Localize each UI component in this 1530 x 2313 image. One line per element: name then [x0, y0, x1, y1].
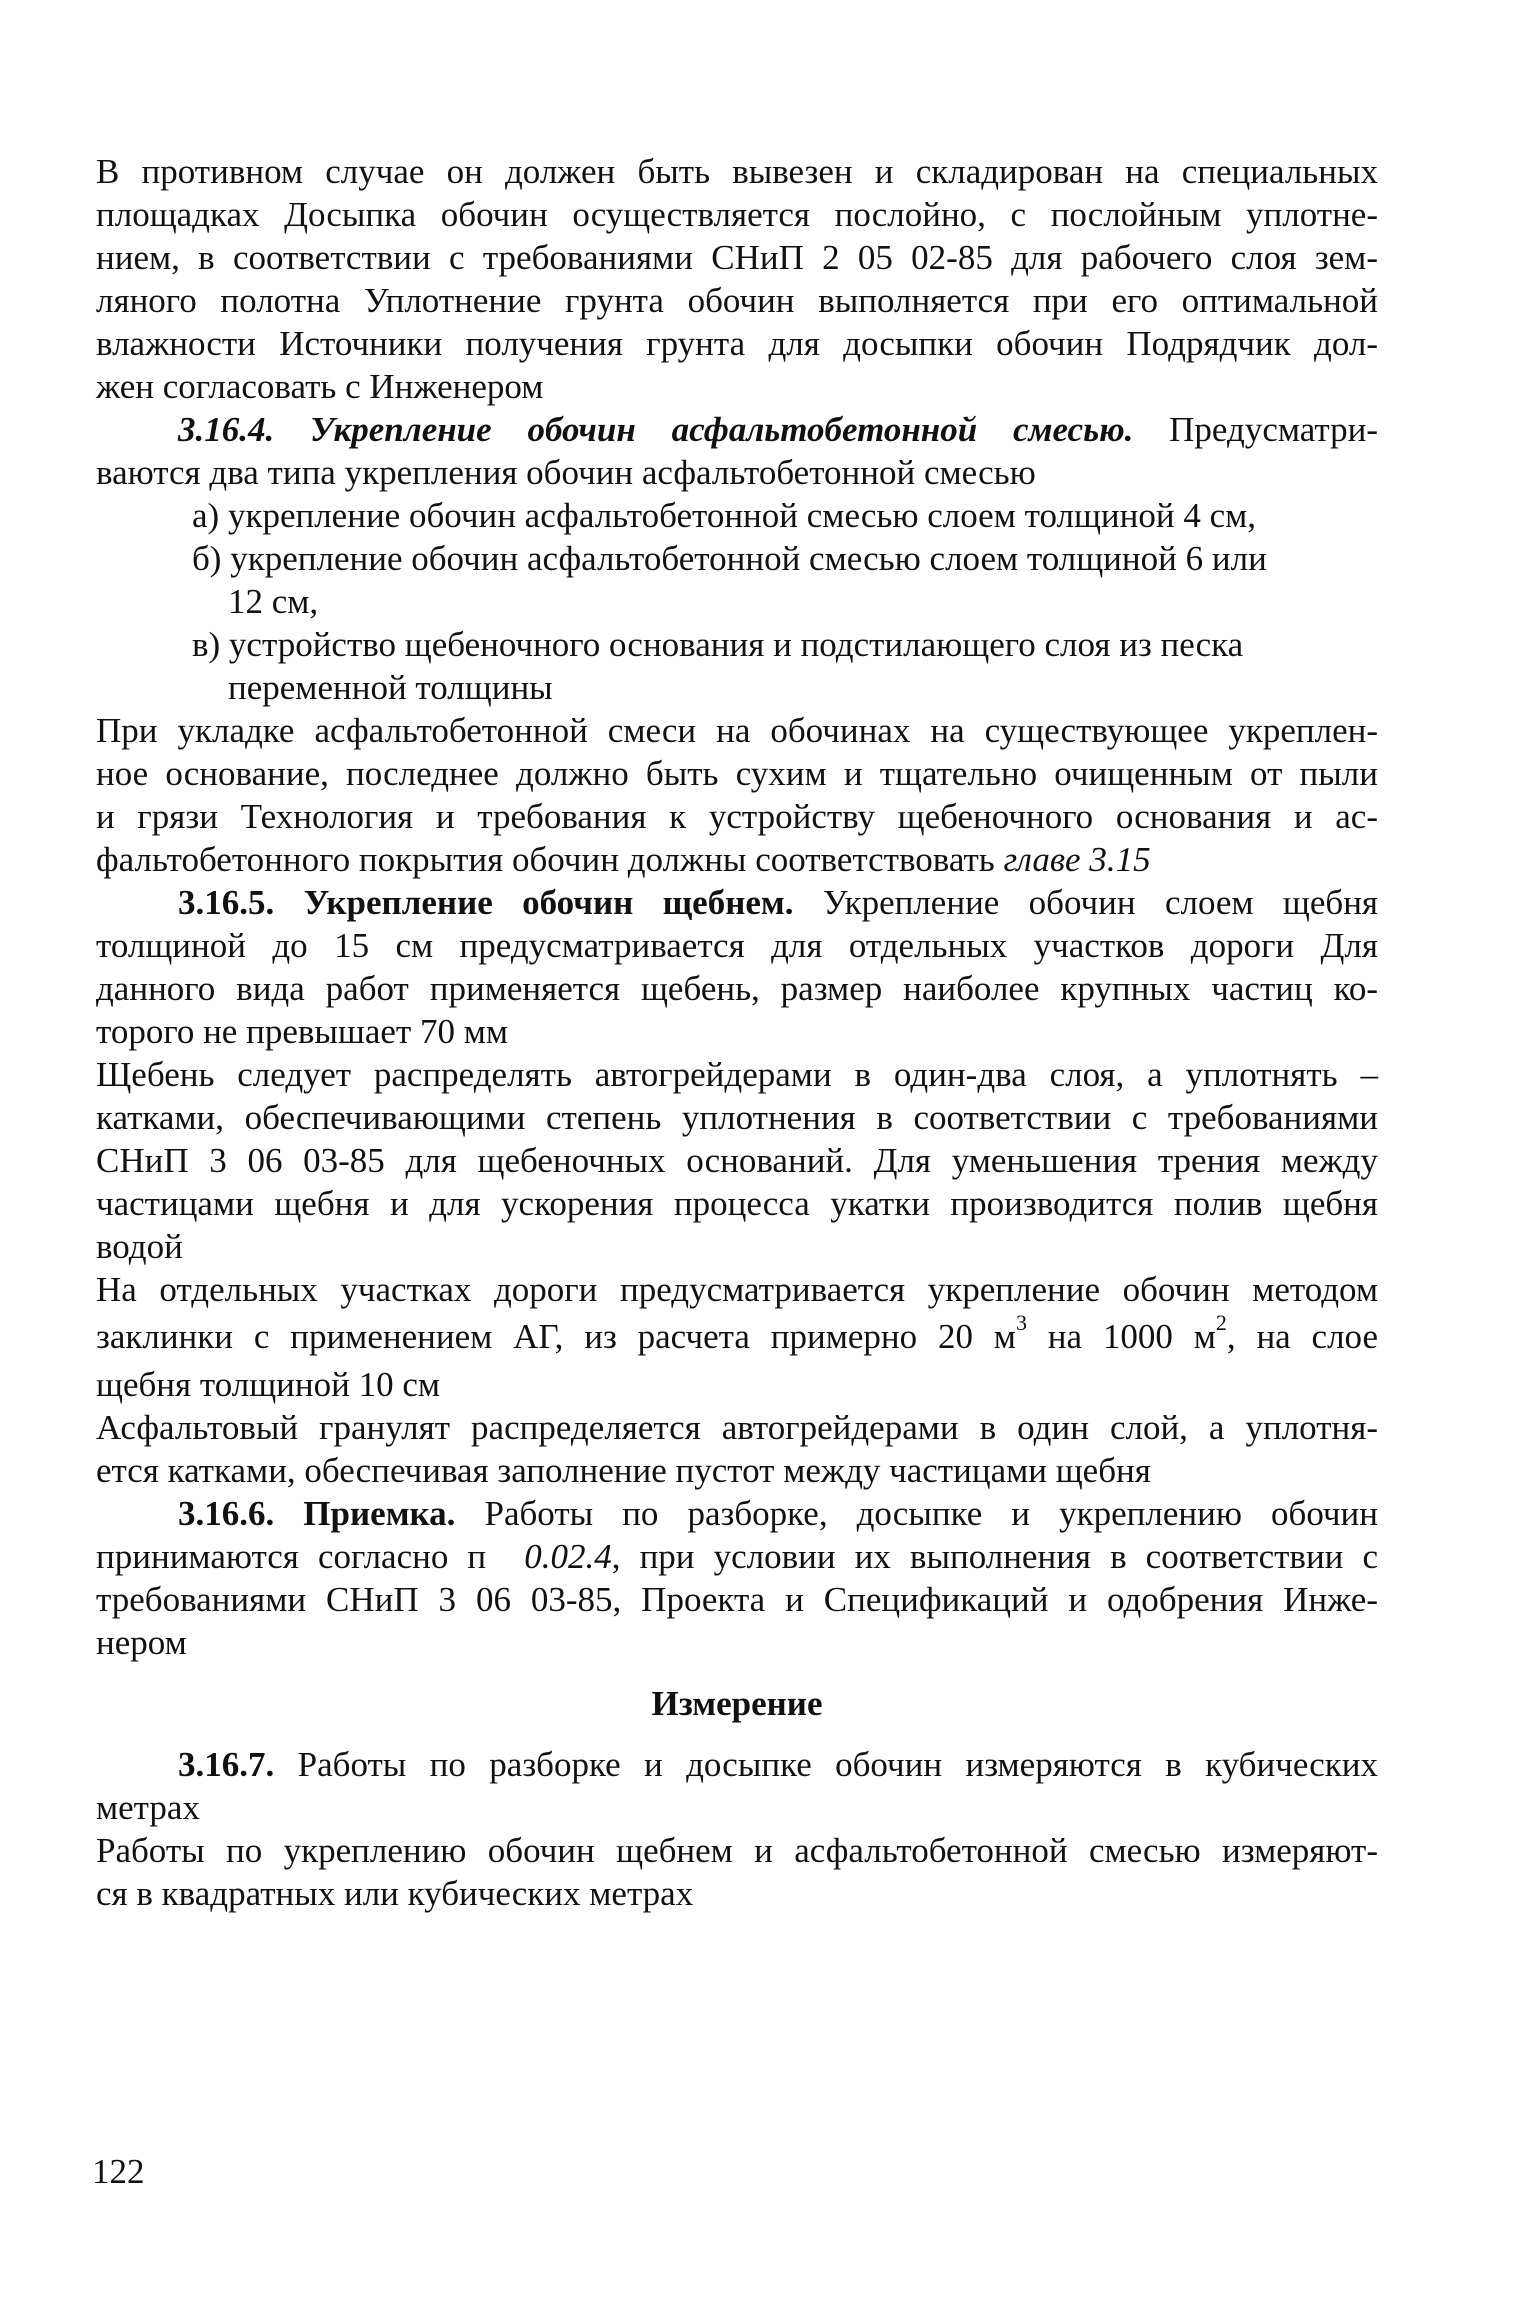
section-heading-line — [96, 1743, 1378, 1786]
clause-reference: 0.02.4 — [524, 1537, 612, 1576]
paragraph-granulate — [96, 1406, 1378, 1492]
text-line: нером — [96, 1623, 187, 1662]
text-line: влажности Источники получения грунта для досыпки обочин Подрядчик дол- — [96, 324, 1378, 363]
text-line: В противном случае он должен быть вывезен и складирован на специальных — [96, 152, 1378, 191]
text-line: ется катками, обеспечивая заполнение пустот между частицами щебня — [96, 1451, 1151, 1490]
chapter-reference: главе 3.15 — [1003, 840, 1151, 879]
measurement-heading: Измерение — [651, 1684, 823, 1723]
paragraph-intro — [96, 150, 1378, 408]
paragraph-wedging — [96, 1268, 1378, 1406]
paragraph-gravel-spreading — [96, 1053, 1378, 1268]
section-title: 3.16.5. Укрепление обочин щебнем. — [178, 883, 794, 922]
text-line: щебня толщиной 10 см — [96, 1365, 441, 1404]
text-line: данного вида работ применяется щебень, размер наиболее крупных частиц ко- — [96, 969, 1378, 1008]
section-title: 3.16.6. Приемка. — [178, 1494, 456, 1533]
paragraph-asphalt-laying — [96, 709, 1378, 881]
page-number: 122 — [92, 2152, 145, 2191]
text-fragment: Работы по разборке и досыпке обочин измеряются в кубических — [297, 1745, 1379, 1784]
text-line: требованиями СНиП 3 06 03-85, Проекта и Спецификаций и одобрения Инже- — [96, 1580, 1378, 1619]
list-item-b: б) укрепление обочин асфальтобетонной смесью слоем толщиной 6 или — [192, 539, 1267, 578]
page-body — [96, 150, 1378, 1915]
text-line: метрах — [96, 1788, 200, 1827]
text-line: частицами щебня и для ускорения процесса укатки производится полив щебня — [96, 1184, 1378, 1223]
text-fragment: Укрепление обочин слоем щебня — [822, 883, 1379, 922]
section-3-16-5 — [96, 881, 1378, 1053]
section-heading-line — [96, 408, 1378, 451]
text-fragment: , при условии их выполнения в соответствии с — [611, 1537, 1379, 1576]
text-line: Асфальтовый гранулят распределяется автогрейдерами в один слой, а уплотня- — [96, 1408, 1378, 1447]
section-heading-line — [96, 1492, 1378, 1535]
text-line — [96, 1311, 1378, 1363]
text-fragment: Предусматри- — [1169, 410, 1378, 449]
section-title: 3.16.7. — [178, 1745, 275, 1784]
section-3-16-6 — [96, 1492, 1378, 1664]
text-line: При укладке асфальтобетонной смеси на обочинах на существующее укреплен- — [96, 711, 1378, 750]
text-line: водой — [96, 1227, 183, 1266]
list-item-c-continued: переменной толщины — [228, 668, 553, 707]
text-line: торого не превышает 70 мм — [96, 1012, 509, 1051]
text-line — [96, 1535, 1378, 1578]
text-line — [96, 838, 1378, 881]
superscript: 2 — [1215, 1310, 1227, 1335]
text-line: На отдельных участках дороги предусматривается укрепление обочин методом — [96, 1270, 1378, 1309]
text-line: Щебень следует распределять автогрейдерами в один-два слоя, а уплотнять – — [96, 1055, 1378, 1094]
text-fragment: на 1000 м — [1026, 1317, 1216, 1356]
list-item-b-continued: 12 см, — [228, 582, 319, 621]
text-line: площадках Досыпка обочин осуществляется послойно, с послойным уплотне- — [96, 195, 1378, 234]
text-fragment: заклинки с применением АГ, из расчета примерно 20 м — [96, 1317, 1016, 1356]
text-fragment: принимаются согласно п — [96, 1537, 487, 1576]
section-3-16-4 — [96, 408, 1378, 709]
text-line: жен согласовать с Инженером — [96, 367, 544, 406]
text-fragment: Работы по разборке, досыпке и укреплению обочин — [484, 1494, 1378, 1533]
text-line: нием, в соответствии с требованиями СНиП 2 05 02-85 для рабочего слоя зем- — [96, 238, 1378, 277]
list-item-a: а) укрепление обочин асфальтобетонной смесью слоем толщиной 4 см, — [192, 496, 1257, 535]
list-item-c: в) устройство щебеночного основания и подстилающего слоя из песка — [192, 625, 1244, 664]
text-line: ляного полотна Уплотнение грунта обочин выполняется при его оптимальной — [96, 281, 1378, 320]
section-title: Укрепление обочин асфальтобетонной смесью. — [310, 410, 1134, 449]
text-line: Работы по укреплению обочин щебнем и асфальтобетонной смесью измеряют- — [96, 1831, 1378, 1870]
section-number: 3.16.4. — [178, 410, 275, 449]
text-line: катками, обеспечивающими степень уплотнения в соответствии с требованиями — [96, 1098, 1378, 1137]
text-line: ся в квадратных или кубических метрах — [96, 1874, 694, 1913]
text-fragment: , на слое — [1226, 1317, 1379, 1356]
text-line: ное основание, последнее должно быть сухим и тщательно очищенным от пыли — [96, 754, 1378, 793]
section-3-16-7 — [96, 1743, 1378, 1829]
text-line: ваются два типа укрепления обочин асфальтобетонной смесью — [96, 453, 1036, 492]
superscript: 3 — [1015, 1310, 1027, 1335]
section-heading-line — [96, 881, 1378, 924]
paragraph-reinforcement-measurement — [96, 1829, 1378, 1915]
text-line: СНиП 3 06 03-85 для щебеночных оснований. Для уменьшения трения между — [96, 1141, 1378, 1180]
text-line: и грязи Технология и требования к устройству щебеночного основания и ас- — [96, 797, 1378, 836]
text-line: толщиной до 15 см предусматривается для отдельных участков дороги Для — [96, 926, 1378, 965]
text-fragment: фальтобетонного покрытия обочин должны соответствовать — [96, 840, 995, 879]
